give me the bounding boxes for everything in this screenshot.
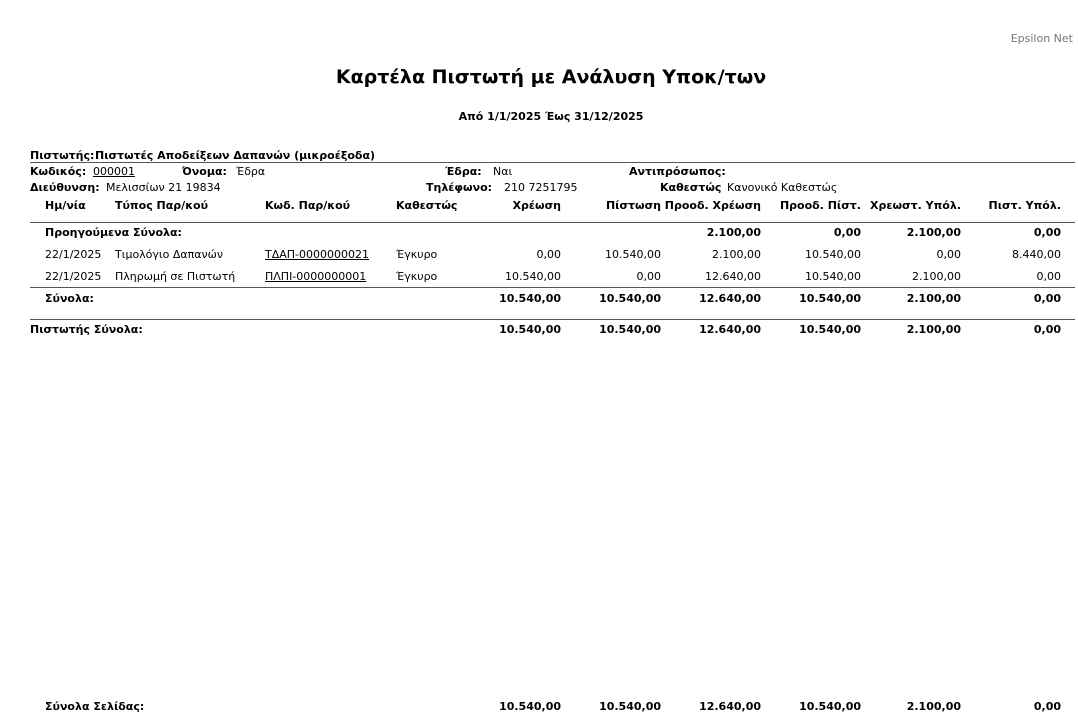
totals-prog-debit: 12.640,00 bbox=[699, 292, 761, 305]
creditor-totals-prog-debit: 12.640,00 bbox=[699, 323, 761, 336]
totals-divider bbox=[30, 319, 1075, 320]
row-credit: 10.540,00 bbox=[605, 248, 661, 261]
col-debit-balance: Χρεωστ. Υπόλ. bbox=[870, 199, 961, 212]
row-doc-code-link[interactable]: ΠΛΠΙ-0000000001 bbox=[265, 270, 367, 283]
row-prog-debit: 12.640,00 bbox=[705, 270, 761, 283]
col-debit: Χρέωση bbox=[512, 199, 561, 212]
row-status: Έγκυρο bbox=[396, 248, 438, 261]
page-totals-prog-debit: 12.640,00 bbox=[699, 700, 761, 713]
col-doc-code: Κωδ. Παρ/κού bbox=[265, 199, 351, 212]
page-totals-label: Σύνολα Σελίδας: bbox=[45, 700, 145, 713]
creditor-group-label: Πιστωτής: bbox=[30, 149, 95, 162]
row-credit-balance: 8.440,00 bbox=[1012, 248, 1061, 261]
seat-value: Ναι bbox=[493, 165, 513, 178]
previous-prog-debit: 2.100,00 bbox=[706, 226, 761, 239]
creditor-totals-debit-balance: 2.100,00 bbox=[906, 323, 961, 336]
totals-debit-balance: 2.100,00 bbox=[906, 292, 961, 305]
name-value: Έδρα bbox=[236, 165, 266, 178]
col-date: Ημ/νία bbox=[45, 199, 86, 212]
phone-label: Τηλέφωνο: bbox=[426, 181, 493, 194]
row-doc-type: Πληρωμή σε Πιστωτή bbox=[115, 270, 236, 283]
col-status: Καθεστώς bbox=[396, 199, 458, 212]
status-label: Καθεστώς bbox=[660, 181, 722, 194]
report-period: Από 1/1/2025 Έως 31/12/2025 bbox=[458, 110, 644, 123]
creditor-divider bbox=[30, 162, 1075, 163]
row-credit-balance: 0,00 bbox=[1036, 270, 1061, 283]
address-value: Μελισσίων 21 19834 bbox=[106, 181, 221, 194]
creditor-totals-credit-balance: 0,00 bbox=[1033, 323, 1061, 336]
row-date: 22/1/2025 bbox=[45, 248, 102, 261]
col-credit: Πίστωση bbox=[605, 199, 661, 212]
row-debit-balance: 0,00 bbox=[936, 248, 961, 261]
col-prog-debit: Προοδ. Χρέωση bbox=[664, 199, 761, 212]
creditor-group-value: Πιστωτές Αποδείξεων Δαπανών (μικροέξοδα) bbox=[95, 149, 376, 162]
header-divider bbox=[30, 222, 1075, 223]
row-doc-type: Τιμολόγιο Δαπανών bbox=[115, 248, 224, 261]
page-totals-debit: 10.540,00 bbox=[499, 700, 561, 713]
creditor-totals-prog-credit: 10.540,00 bbox=[799, 323, 861, 336]
phone-value: 210 7251795 bbox=[504, 181, 578, 194]
row-date: 22/1/2025 bbox=[45, 270, 102, 283]
brand-label: Epsilon Net bbox=[1010, 32, 1073, 45]
creditor-totals-credit: 10.540,00 bbox=[599, 323, 661, 336]
row-debit-balance: 2.100,00 bbox=[912, 270, 961, 283]
totals-prog-credit: 10.540,00 bbox=[799, 292, 861, 305]
previous-debit-balance: 2.100,00 bbox=[906, 226, 961, 239]
seat-label: Έδρα: bbox=[445, 165, 482, 178]
row-doc-code-link[interactable]: ΤΔΑΠ-0000000021 bbox=[265, 248, 369, 261]
page-totals-debit-balance: 2.100,00 bbox=[906, 700, 961, 713]
totals-label: Σύνολα: bbox=[45, 292, 94, 305]
totals-credit-balance: 0,00 bbox=[1033, 292, 1061, 305]
creditor-totals-debit: 10.540,00 bbox=[499, 323, 561, 336]
page-totals-credit-balance: 0,00 bbox=[1033, 700, 1061, 713]
creditor-totals-label: Πιστωτής Σύνολα: bbox=[30, 323, 143, 336]
row-credit: 0,00 bbox=[636, 270, 661, 283]
totals-debit: 10.540,00 bbox=[499, 292, 561, 305]
row-prog-debit: 2.100,00 bbox=[712, 248, 761, 261]
col-doc-type: Τύπος Παρ/κού bbox=[115, 199, 208, 212]
previous-credit-balance: 0,00 bbox=[1033, 226, 1061, 239]
code-label: Κωδικός: bbox=[30, 165, 87, 178]
page-totals-credit: 10.540,00 bbox=[599, 700, 661, 713]
page-totals-prog-credit: 10.540,00 bbox=[799, 700, 861, 713]
row-prog-credit: 10.540,00 bbox=[805, 248, 861, 261]
totals-credit: 10.540,00 bbox=[599, 292, 661, 305]
creditor-code-link[interactable]: 000001 bbox=[93, 165, 135, 178]
status-value: Κανονικό Καθεστώς bbox=[727, 181, 838, 194]
name-label: Όνομα: bbox=[182, 165, 227, 178]
row-debit: 10.540,00 bbox=[505, 270, 561, 283]
row-status: Έγκυρο bbox=[396, 270, 438, 283]
report-title: Καρτέλα Πιστωτή με Ανάλυση Υποκ/των bbox=[335, 66, 767, 88]
previous-totals-label: Προηγούμενα Σύνολα: bbox=[45, 226, 182, 239]
previous-prog-credit: 0,00 bbox=[833, 226, 861, 239]
col-credit-balance: Πιστ. Υπόλ. bbox=[988, 199, 1061, 212]
col-prog-credit: Προοδ. Πίστ. bbox=[779, 199, 861, 212]
address-label: Διεύθυνση: bbox=[30, 181, 100, 194]
rows-divider bbox=[30, 287, 1075, 288]
row-prog-credit: 10.540,00 bbox=[805, 270, 861, 283]
row-debit: 0,00 bbox=[536, 248, 561, 261]
representative-label: Αντιπρόσωπος: bbox=[629, 165, 726, 178]
